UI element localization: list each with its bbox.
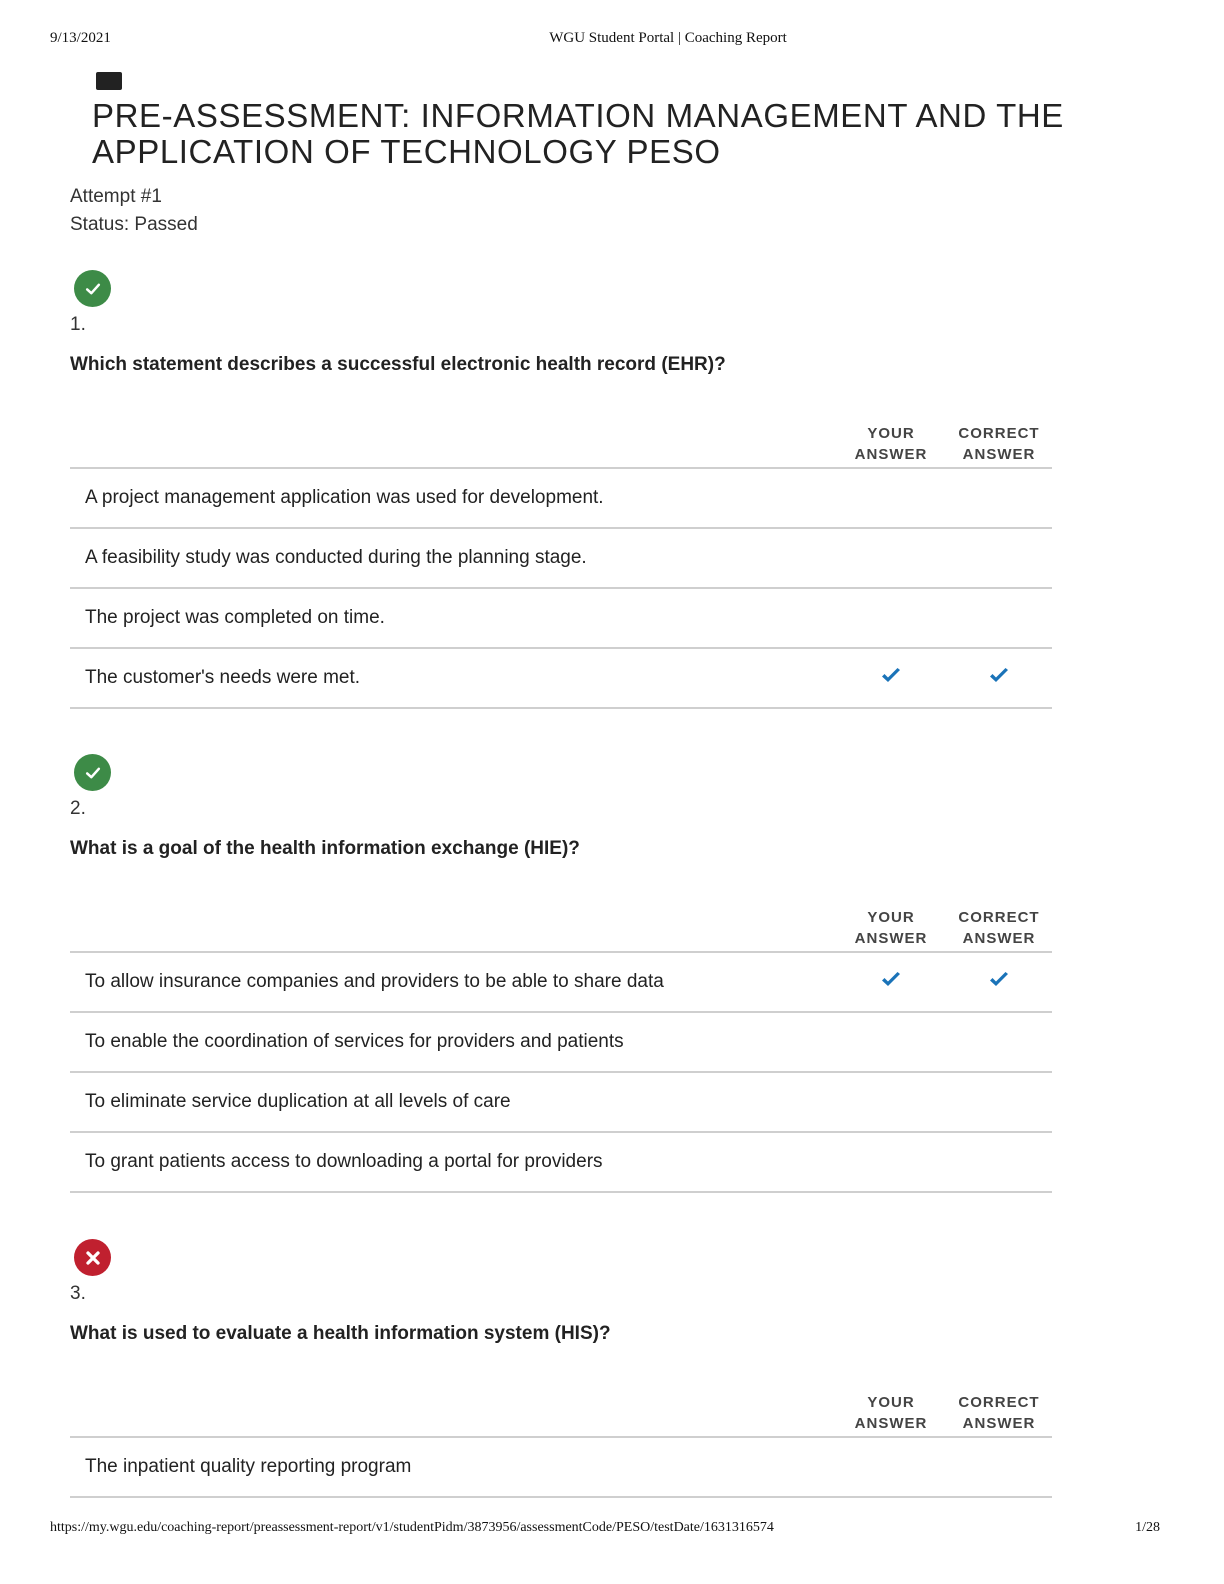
answer-row — [70, 589, 1052, 649]
answer-table — [70, 467, 1052, 709]
page-title: PRE-ASSESSMENT: INFORMATION MANAGEMENT AND THE APPLICATION OF TECHNOLOGY PESO — [92, 97, 1064, 170]
question-block — [0, 1239, 1224, 1494]
correct-answer-column-header — [944, 907, 1054, 949]
print-footer — [0, 1520, 1224, 1540]
answer-option-text: To eliminate service duplication at all levels of care — [85, 1091, 511, 1112]
attempt-number: Attempt #1 — [70, 186, 162, 207]
answer-option-text: To grant patients access to downloading a portal for providers — [85, 1151, 603, 1172]
print-header — [0, 30, 1224, 50]
answer-row — [70, 953, 1052, 1013]
column-header-line: CORRECT — [958, 425, 1040, 442]
check-circle-icon — [74, 270, 111, 307]
answer-option-text: The project was completed on time. — [85, 607, 385, 628]
question-block — [0, 754, 1224, 1189]
column-header-line: ANSWER — [962, 930, 1036, 947]
column-header-line: YOUR — [867, 1394, 915, 1411]
correct-answer-check-icon — [987, 968, 1011, 992]
column-header-line: ANSWER — [854, 930, 928, 947]
print-page-number: 1/28 — [1135, 1520, 1160, 1535]
attempt-status: Status: Passed — [70, 214, 198, 235]
print-url: https://my.wgu.edu/coaching-report/preassessment-report/v1/studentPidm/3873956/assessmentCode/PESO/testDate/1631316574 — [50, 1520, 774, 1535]
answer-option-text: The customer's needs were met. — [85, 667, 361, 688]
answer-row — [70, 1073, 1052, 1133]
question-block — [0, 270, 1224, 705]
question-text: What is a goal of the health information exchange (HIE)? — [70, 838, 580, 859]
answer-option-text: A project management application was used for development. — [85, 487, 604, 508]
column-header-line: ANSWER — [854, 446, 928, 463]
column-header-line: ANSWER — [962, 446, 1036, 463]
check-circle-icon — [74, 754, 111, 791]
question-number: 3. — [70, 1283, 86, 1304]
your-answer-column-header — [836, 423, 946, 465]
correct-answer-column-header — [944, 423, 1054, 465]
question-text: Which statement describes a successful electronic health record (EHR)? — [70, 354, 726, 375]
your-answer-check-icon — [879, 968, 903, 992]
column-header-line: ANSWER — [962, 1415, 1036, 1432]
answer-option-text: To allow insurance companies and providers to be able to share data — [85, 971, 664, 992]
print-date: 9/13/2021 — [50, 30, 111, 46]
correct-answer-column-header — [944, 1392, 1054, 1434]
answer-option-text: A feasibility study was conducted during the planning stage. — [85, 547, 587, 568]
your-answer-column-header — [836, 1392, 946, 1434]
bookmark-icon — [96, 72, 122, 90]
your-answer-column-header — [836, 907, 946, 949]
column-header-line: CORRECT — [958, 909, 1040, 926]
your-answer-check-icon — [879, 664, 903, 688]
correct-answer-check-icon — [987, 664, 1011, 688]
print-title: WGU Student Portal | Coaching Report — [549, 30, 787, 46]
column-header-line: CORRECT — [958, 1394, 1040, 1411]
answer-option-text: The inpatient quality reporting program — [85, 1456, 412, 1477]
answer-row — [70, 1438, 1052, 1498]
attempt-meta — [70, 183, 198, 239]
x-circle-icon — [74, 1239, 111, 1276]
answer-row — [70, 1013, 1052, 1073]
question-number: 2. — [70, 798, 86, 819]
answer-row — [70, 1133, 1052, 1193]
answer-row — [70, 469, 1052, 529]
column-header-line: YOUR — [867, 909, 915, 926]
answer-option-text: To enable the coordination of services for providers and patients — [85, 1031, 624, 1052]
answer-table — [70, 951, 1052, 1193]
answer-row — [70, 529, 1052, 589]
answer-table — [70, 1436, 1052, 1498]
answer-row — [70, 649, 1052, 709]
question-number: 1. — [70, 314, 86, 335]
column-header-line: YOUR — [867, 425, 915, 442]
column-header-line: ANSWER — [854, 1415, 928, 1432]
question-text: What is used to evaluate a health information system (HIS)? — [70, 1323, 611, 1344]
